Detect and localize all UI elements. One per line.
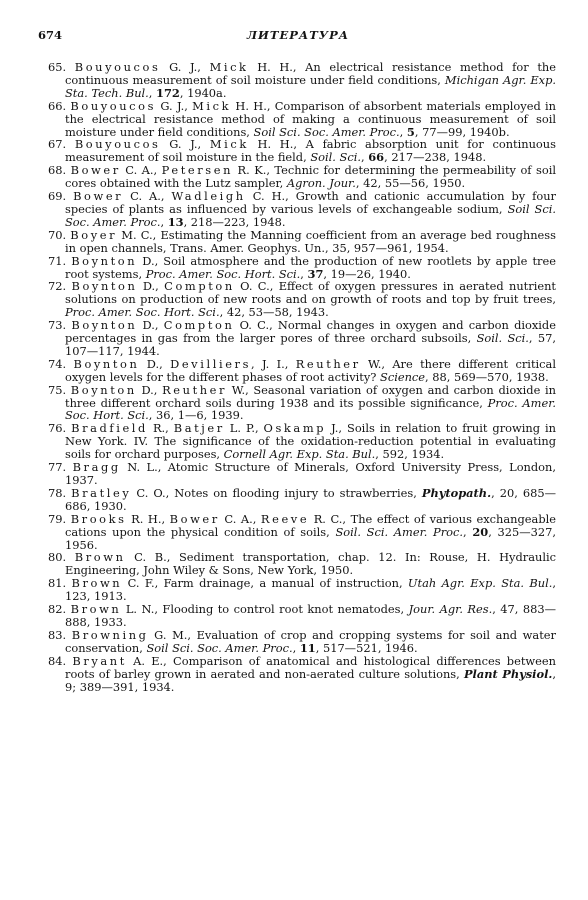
- reference-text: D.,: [136, 382, 163, 397]
- author-name: Mick: [209, 137, 249, 152]
- reference-number: 69.: [48, 189, 74, 204]
- reference-text: , 42, 55—56, 1950.: [355, 176, 466, 191]
- reference-number: 66.: [48, 98, 71, 113]
- reference-text: D.,: [137, 279, 165, 294]
- reference-text: , 592, 1934.: [375, 447, 445, 462]
- reference-number: 80.: [48, 550, 75, 565]
- reference-text: R. H.,: [126, 511, 170, 526]
- reference-text: G. J.,: [156, 98, 193, 113]
- reference-text: L. N., Flooding to control root knot nematodes,: [121, 602, 409, 617]
- reference-number: 65.: [48, 60, 75, 74]
- author-name: Mick: [209, 60, 249, 74]
- reference-number: 83.: [48, 627, 72, 642]
- reference-text: D., Soil atmosphere and the production of new rootlets by apple tree root systems,: [65, 253, 556, 281]
- reference-text: C. H., Growth and cationic accumulation by four species of plants as influenced by various levels of exchangeable sodium,: [65, 189, 556, 216]
- reference-text: ,: [360, 150, 369, 165]
- author-name: Reeve: [260, 511, 310, 526]
- reference-text: , 20, 685—686, 1930.: [65, 485, 556, 513]
- reference-text: W., Seasonal variation of oxygen and carbon dioxide in three different orchard soils during 1938 and its possible significance,: [65, 382, 556, 410]
- reference-text: , 57, 107—117, 1944.: [65, 331, 556, 358]
- author-name: Bower: [73, 189, 124, 204]
- reference-entry: [48, 551, 556, 577]
- reference-number: 73.: [48, 318, 72, 333]
- journal-title: Proc. Amer. Soc. Hort. Sci.: [145, 266, 301, 281]
- reference-entry: [48, 229, 556, 255]
- volume-number: 5: [406, 124, 415, 139]
- reference-entry: [48, 319, 556, 358]
- reference-number: 72.: [48, 279, 72, 294]
- reference-text: , 1940a.: [179, 85, 227, 100]
- reference-text: H. H., An electrical resistance method for the continuous measurement of soil moisture under field conditions,: [65, 60, 556, 87]
- reference-text: J., Soils in relation to fruit growing in New York. IV. The significance of the oxidation-reduction potential in evaluating soils for orchard purposes,: [65, 421, 556, 462]
- reference-list: [48, 61, 556, 693]
- reference-text: , 88, 569—570, 1938.: [425, 369, 549, 384]
- reference-text: C. F., Farm drainage, a manual of instruction,: [122, 576, 408, 591]
- reference-text: A. E., Comparison of anatomical and histological differences between roots of barley grown in aerated and non-aerated culture solutions,: [65, 653, 556, 681]
- reference-text: R. K., Technic for determining the permeability of soil cores obtained with the Lutz sampler,: [65, 163, 556, 191]
- author-name: Boyer: [70, 227, 118, 242]
- reference-text: ,: [148, 85, 157, 100]
- author-name: Wadleigh: [171, 189, 246, 204]
- reference-number: 67.: [48, 137, 75, 152]
- reference-text: W., Are there different critical oxygen levels for the different phases of root activity?: [65, 356, 556, 384]
- author-name: Brooks: [70, 511, 127, 526]
- author-name: Reuther: [162, 382, 228, 397]
- author-name: Bouyoucos: [74, 137, 161, 152]
- reference-text: N. L., Atomic Structure of Minerals, Oxford University Press, London, 1937.: [65, 460, 556, 487]
- journal-title: Soil Sci. Soc. Amer. Proc.: [65, 201, 557, 229]
- reference-text: , 325—327, 1956.: [65, 524, 556, 552]
- page-number: 674: [38, 28, 63, 42]
- reference-number: 75.: [48, 382, 71, 397]
- author-name: Bratley: [71, 485, 132, 500]
- reference-text: , 47, 883—888, 1933.: [65, 602, 556, 629]
- journal-title: Proc. Amer. Soc. Hort. Sci.: [65, 395, 557, 423]
- reference-text: , 217—238, 1948.: [384, 150, 487, 165]
- reference-text: C. B., Sediment transportation, chap. 12. In: Rouse, H. Hydraulic Engineering, John Wiley & Sons, New York, 1950.: [65, 550, 556, 578]
- reference-number: 79.: [48, 511, 71, 526]
- reference-entry: [48, 577, 556, 603]
- journal-title: Cornell Agr. Exp. Sta. Bul.: [223, 447, 376, 462]
- reference-entry: [48, 513, 556, 552]
- reference-text: ,: [160, 214, 168, 229]
- reference-text: C. A.,: [123, 189, 172, 204]
- reference-entry: [48, 61, 556, 100]
- author-name: Mick: [192, 98, 232, 113]
- journal-title: Soil Sci. Soc. Amer. Proc.: [146, 640, 293, 655]
- reference-number: 82.: [48, 602, 71, 617]
- reference-text: H. H., A fabric absorption unit for continuous measurement of soil moisture in the field,: [65, 137, 556, 165]
- reference-entry: [48, 100, 556, 139]
- author-name: Brown: [71, 576, 123, 591]
- author-name: Compton: [164, 279, 235, 294]
- reference-text: ,: [463, 524, 473, 539]
- reference-text: , 77—99, 1940b.: [414, 124, 510, 139]
- reference-text: , 517—521, 1946.: [315, 640, 418, 655]
- reference-text: R.,: [147, 421, 174, 436]
- volume-number: 66: [368, 150, 385, 165]
- reference-entry: [48, 422, 556, 461]
- reference-text: , 9; 389—391, 1934.: [65, 666, 556, 694]
- reference-text: M. C., Estimating the Manning coefficient from an average bed roughness in open channels, Trans. Amer. Geophys. Un., 35, 957—961, 1954.: [65, 227, 556, 255]
- journal-title: Science: [380, 369, 426, 384]
- author-name: Boynton: [71, 318, 138, 333]
- journal-title: Soil. Sci. Amer. Proc.: [335, 524, 464, 539]
- reference-entry: [48, 629, 556, 655]
- journal-title: Michigan Agr. Exp. Sta. Tech. Bul.: [65, 72, 557, 100]
- running-head: [38, 26, 558, 44]
- author-name: Boynton: [70, 382, 137, 397]
- reference-number: 70.: [48, 227, 71, 242]
- author-name: Compton: [163, 318, 235, 333]
- reference-text: , 218—223, 1948.: [183, 214, 286, 229]
- reference-number: 77.: [48, 460, 73, 475]
- author-name: Bower: [70, 163, 121, 178]
- reference-number: 76.: [48, 421, 72, 436]
- reference-text: R. C., The effect of various exchangeable cations upon the physical condition of soils,: [65, 511, 556, 539]
- journal-title: Jour. Agr. Res.: [408, 602, 493, 617]
- author-name: Brown: [70, 602, 122, 617]
- reference-text: G. J.,: [160, 60, 210, 74]
- reference-text: O. C., Effect of oxygen pressures in aerated nutrient solutions on production of new roots and on growth of roots and top by fruit trees,: [65, 279, 556, 307]
- volume-number: 11: [299, 640, 316, 655]
- volume-number: 20: [472, 524, 489, 539]
- reference-entry: [48, 255, 556, 281]
- author-name: Boynton: [71, 253, 138, 268]
- reference-text: D.,: [137, 318, 164, 333]
- author-name: Bower: [169, 511, 220, 526]
- volume-number: 37: [307, 266, 324, 281]
- reference-entry: [48, 164, 556, 190]
- reference-text: C. A.,: [120, 163, 162, 178]
- author-name: Bragg: [72, 460, 121, 475]
- reference-text: H. H., Comparison of absorbent materials employed in the electrical resistance method of making a continuous measurement of soil moisture under field conditions,: [65, 98, 556, 139]
- author-name: Boynton: [71, 279, 138, 294]
- reference-text: , J. I.,: [251, 356, 296, 371]
- author-name: Reuther: [295, 356, 361, 371]
- author-name: Boynton: [73, 356, 140, 371]
- volume-number: 172: [156, 85, 180, 100]
- author-name: Bouyoucos: [74, 60, 161, 74]
- reference-number: 68.: [48, 163, 71, 178]
- reference-entry: [48, 138, 556, 164]
- author-name: Bouyoucos: [70, 98, 157, 113]
- journal-title: Utah Agr. Exp. Sta. Bul.: [407, 576, 553, 591]
- reference-number: 71.: [48, 253, 72, 268]
- reference-entry: [48, 603, 556, 629]
- reference-text: L. P.,: [224, 421, 264, 436]
- reference-text: , 42, 53—58, 1943.: [219, 305, 329, 320]
- reference-number: 84.: [48, 653, 73, 668]
- journal-title: Phytopath.: [421, 485, 492, 500]
- author-name: Petersen: [161, 163, 234, 178]
- journal-title: Proc. Amer. Soc. Hort. Sci.: [65, 305, 220, 320]
- reference-entry: [48, 384, 556, 423]
- reference-text: ,: [292, 640, 300, 655]
- reference-text: O. C., Normal changes in oxygen and carbon dioxide percentages in gas from the larger pores of three orchard subsoils,: [65, 318, 556, 346]
- reference-entry: [48, 190, 556, 229]
- journal-title: Soil Sci. Soc. Amer. Proc.: [253, 124, 400, 139]
- reference-text: C. A.,: [219, 511, 261, 526]
- author-name: Devilliers: [170, 356, 252, 371]
- reference-entry: [48, 487, 556, 513]
- reference-number: 81.: [48, 576, 72, 591]
- reference-text: , 36, 1—6, 1939.: [148, 408, 244, 423]
- journal-title: Agron. Jour.: [286, 176, 356, 191]
- page-header-title: ЛИТЕРАТУРА: [246, 28, 350, 42]
- reference-entry: [48, 461, 556, 487]
- author-name: Brown: [74, 550, 126, 565]
- author-name: Oskamp: [263, 421, 327, 436]
- volume-number: 13: [167, 214, 184, 229]
- reference-text: ,: [399, 124, 407, 139]
- reference-entry: [48, 655, 556, 694]
- journal-title: Plant Physiol.: [463, 666, 553, 681]
- author-name: Bryant: [72, 653, 127, 668]
- reference-text: G. M., Evaluation of crop and cropping systems for soil and water conservation,: [65, 627, 556, 655]
- reference-entry: [48, 280, 556, 319]
- reference-text: , 19—26, 1940.: [323, 266, 411, 281]
- author-name: Bradfield: [71, 421, 148, 436]
- reference-text: , 123, 1913.: [65, 576, 556, 604]
- journal-title: Soil. Sci.: [310, 150, 361, 165]
- reference-number: 74.: [48, 356, 74, 371]
- journal-title: Soil. Sci.: [476, 331, 529, 346]
- reference-text: ,: [300, 266, 308, 281]
- reference-text: G. J.,: [160, 137, 210, 152]
- reference-entry: [48, 358, 556, 384]
- author-name: Browning: [71, 627, 149, 642]
- reference-text: C. O., Notes on flooding injury to strawberries,: [131, 485, 422, 500]
- reference-number: 78.: [48, 485, 72, 500]
- author-name: Batjer: [173, 421, 225, 436]
- reference-text: D.,: [139, 356, 171, 371]
